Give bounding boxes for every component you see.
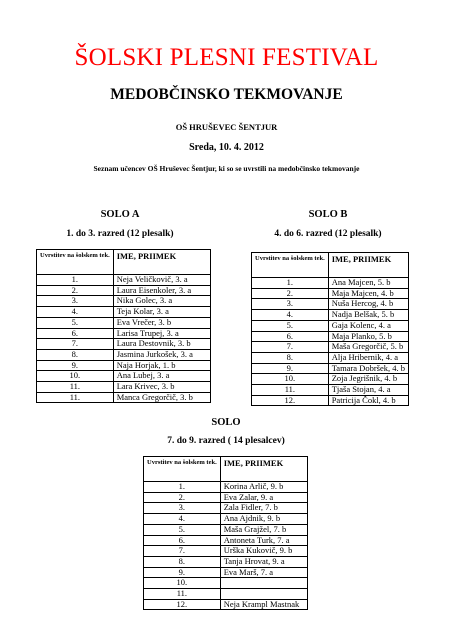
name-cell: Maša Grajžel, 7. b	[220, 524, 307, 535]
name-cell: Laura Eisenkoler, 3. a	[113, 285, 210, 296]
name-cell: Larisa Trupej, 3. a	[113, 328, 210, 339]
rank-cell: 12.	[252, 395, 329, 406]
table-row	[252, 342, 409, 353]
solo-b-rows	[252, 278, 409, 406]
rank-cell: 6.	[252, 331, 329, 342]
name-header: IME, PRIIMEK	[113, 250, 210, 275]
name-cell: Tanja Hrovat, 9. a	[220, 556, 307, 567]
rank-cell: 2.	[144, 492, 221, 503]
document-subtitle: MEDOBČINSKO TEKMOVANJE	[110, 86, 343, 103]
table-row	[37, 382, 211, 393]
table-row	[252, 374, 409, 385]
table-row	[252, 299, 409, 310]
rank-cell: 5.	[252, 320, 329, 331]
table-row	[252, 331, 409, 342]
rank-cell: 1.	[37, 275, 114, 286]
table-row	[144, 578, 308, 589]
solo-c-table	[143, 456, 308, 610]
name-header: IME, PRIIMEK	[328, 253, 408, 278]
name-cell: Nika Golec, 3. a	[113, 296, 210, 307]
rank-cell: 1.	[144, 482, 221, 493]
rank-cell: 10.	[252, 374, 329, 385]
name-cell	[220, 589, 307, 600]
rank-cell: 5.	[37, 317, 114, 328]
rank-cell: 11.	[144, 589, 221, 600]
name-cell: Ana Ajdnik, 9. b	[220, 514, 307, 525]
name-cell: Nuša Hercog, 4. b	[328, 299, 408, 310]
table-row	[37, 317, 211, 328]
table-row	[144, 589, 308, 600]
name-cell: Jasmina Jurkošek, 3. a	[113, 349, 210, 360]
rank-cell: 4.	[37, 307, 114, 318]
table-row	[37, 285, 211, 296]
rank-cell: 9.	[37, 360, 114, 371]
name-cell: Antoneta Turk, 7. a	[220, 535, 307, 546]
rank-cell: 2.	[37, 285, 114, 296]
table-row	[252, 320, 409, 331]
name-cell: Naja Horjak, 1. b	[113, 360, 210, 371]
rank-cell: 7.	[252, 342, 329, 353]
name-cell: Eva Vrečer, 3. b	[113, 317, 210, 328]
name-cell: Teja Kolar, 3. a	[113, 307, 210, 318]
table-row	[144, 524, 308, 535]
table-row	[37, 349, 211, 360]
solo-a-heading: SOLO A	[100, 209, 140, 220]
solo-a-table	[36, 249, 211, 403]
rank-cell: 10.	[37, 371, 114, 382]
name-cell	[220, 578, 307, 589]
intro-text: Seznam učencev OŠ Hruševec Šentjur, ki so se uvrstili na medobčinsko tekmovanje	[93, 164, 360, 173]
name-cell: Tamara Dobršek, 4. b	[328, 363, 408, 374]
rank-cell: 8.	[252, 352, 329, 363]
table-row	[144, 535, 308, 546]
table-row	[37, 371, 211, 382]
rank-cell: 8.	[144, 556, 221, 567]
name-cell: Maja Majcen, 4. b	[328, 288, 408, 299]
event-date: Sreda, 10. 4. 2012	[189, 142, 264, 153]
table-row	[252, 395, 409, 406]
rank-cell: 4.	[252, 310, 329, 321]
rank-cell: 3.	[144, 503, 221, 514]
name-cell: Maša Gregorčič, 5. b	[328, 342, 408, 353]
solo-b-subheading: 4. do 6. razred (12 plesalk)	[274, 229, 382, 239]
rank-cell: 1.	[252, 278, 329, 289]
name-cell: Tjaša Stojan, 4. a	[328, 385, 408, 396]
name-cell: Eva Marš, 7. a	[220, 567, 307, 578]
table-row	[37, 360, 211, 371]
rank-cell: 9.	[144, 567, 221, 578]
name-cell: Laura Destovnik, 3. b	[113, 339, 210, 350]
rank-cell: 2.	[252, 288, 329, 299]
table-header-row	[252, 253, 409, 278]
name-cell: Korina Arlič, 9. b	[220, 482, 307, 493]
table-row	[144, 482, 308, 493]
table-header-row	[37, 250, 211, 275]
rank-cell: 3.	[37, 296, 114, 307]
rank-header: Uvrstitev na šolskem tek.	[37, 250, 114, 275]
table-header-row	[144, 457, 308, 482]
name-cell: Neja Veličkovič, 3. a	[113, 275, 210, 286]
rank-cell: 3.	[252, 299, 329, 310]
document-title: ŠOLSKI PLESNI FESTIVAL	[74, 44, 379, 71]
table-row	[144, 546, 308, 557]
rank-cell: 11.	[37, 392, 114, 403]
table-row	[144, 492, 308, 503]
school-name: OŠ HRUŠEVEC ŠENTJUR	[175, 122, 278, 132]
name-cell: Manca Gregorčič, 3. b	[113, 392, 210, 403]
name-cell: Eva Zalar, 9. a	[220, 492, 307, 503]
table-row	[144, 514, 308, 525]
rank-cell: 7.	[37, 339, 114, 350]
name-cell: Alja Hribernik, 4. a	[328, 352, 408, 363]
rank-cell: 6.	[144, 535, 221, 546]
name-cell: Lara Krivec, 3. b	[113, 382, 210, 393]
rank-cell: 6.	[37, 328, 114, 339]
solo-b-table	[251, 252, 409, 406]
rank-cell: 12.	[144, 599, 221, 610]
table-row	[144, 556, 308, 567]
table-row	[144, 599, 308, 610]
table-row	[252, 278, 409, 289]
name-cell: Maja Planko, 5. b	[328, 331, 408, 342]
rank-cell: 7.	[144, 546, 221, 557]
name-header: IME, PRIIMEK	[220, 457, 307, 482]
table-row	[144, 567, 308, 578]
name-cell: Ana Lubej, 3. a	[113, 371, 210, 382]
table-row	[252, 288, 409, 299]
name-cell: Zala Fidler, 7. b	[220, 503, 307, 514]
rank-cell: 8.	[37, 349, 114, 360]
name-cell: Neja Krampl Mastnak	[220, 599, 307, 610]
table-row	[144, 503, 308, 514]
rank-cell: 11.	[252, 385, 329, 396]
table-row	[252, 363, 409, 374]
solo-c-rows	[144, 482, 308, 610]
name-cell: Nadja Belšak, 5. b	[328, 310, 408, 321]
table-row	[37, 307, 211, 318]
rank-cell: 10.	[144, 578, 221, 589]
rank-cell: 5.	[144, 524, 221, 535]
rank-header: Uvrstitev na šolskem tek.	[252, 253, 329, 278]
rank-header: Uvrstitev na šolskem tek.	[144, 457, 221, 482]
name-cell: Zoja Jegrišnik, 4. b	[328, 374, 408, 385]
rank-cell: 11.	[37, 382, 114, 393]
solo-b-heading: SOLO B	[308, 209, 348, 220]
table-row	[252, 385, 409, 396]
solo-c-heading: SOLO	[211, 417, 241, 428]
name-cell: Urška Kukovič, 9. b	[220, 546, 307, 557]
table-row	[37, 296, 211, 307]
name-cell: Patricija Čokl, 4. b	[328, 395, 408, 406]
table-row	[252, 352, 409, 363]
table-row	[37, 275, 211, 286]
solo-c-subheading: 7. do 9. razred ( 14 plesalcev)	[167, 436, 285, 446]
table-row	[37, 328, 211, 339]
table-row	[37, 392, 211, 403]
rank-cell: 9.	[252, 363, 329, 374]
name-cell: Gaja Kolenc, 4. a	[328, 320, 408, 331]
solo-a-subheading: 1. do 3. razred (12 plesalk)	[66, 229, 174, 239]
table-row	[37, 339, 211, 350]
table-row	[252, 310, 409, 321]
rank-cell: 4.	[144, 514, 221, 525]
solo-a-rows	[37, 275, 211, 403]
name-cell: Ana Majcen, 5. b	[328, 278, 408, 289]
